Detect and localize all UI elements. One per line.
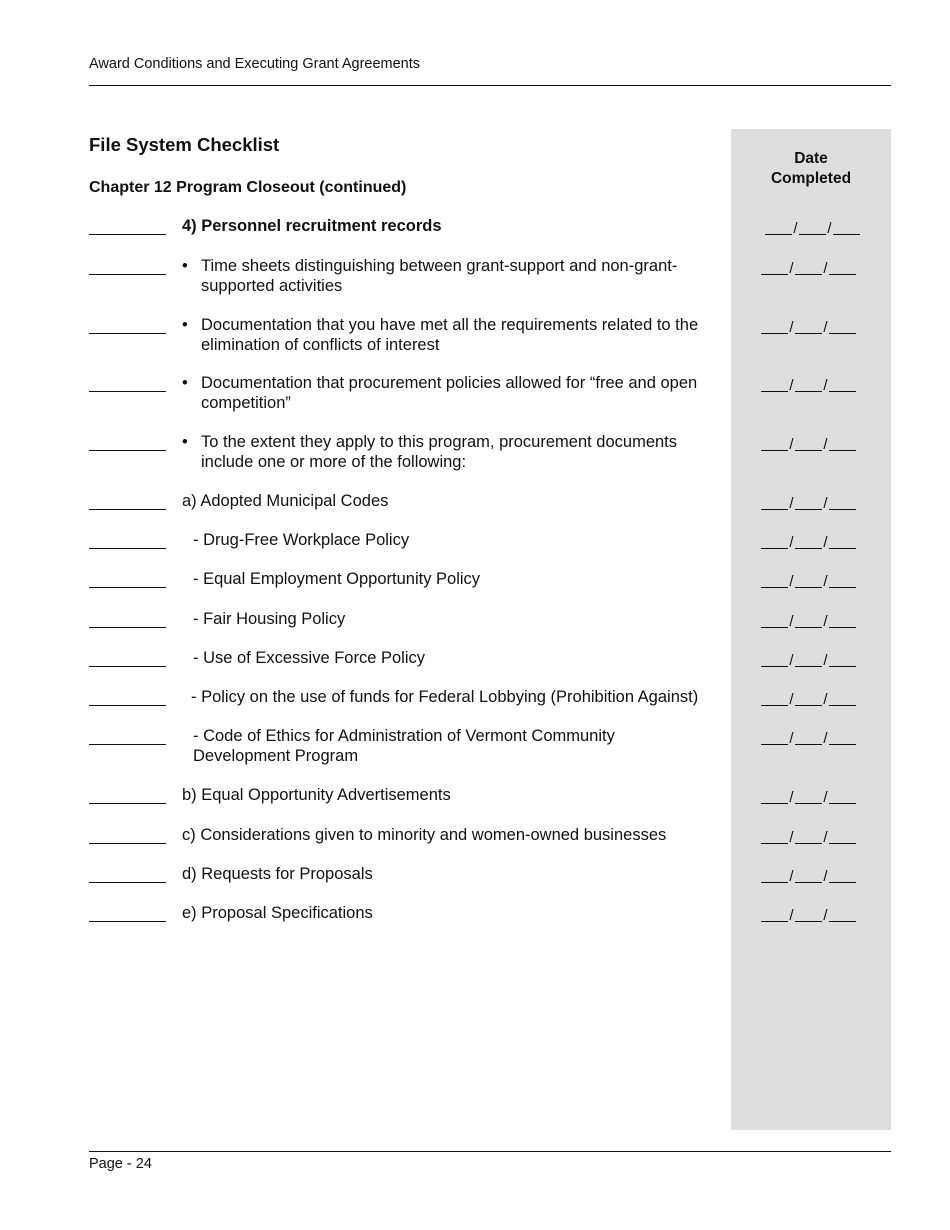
checklist-item-text: To the extent they apply to this program, procurement documents include one or more of the following: bbox=[201, 433, 678, 471]
bullet: • bbox=[182, 374, 188, 392]
check-blank[interactable] bbox=[89, 391, 166, 392]
check-blank[interactable] bbox=[89, 587, 166, 588]
bullet: • bbox=[182, 316, 188, 334]
check-blank[interactable] bbox=[89, 705, 166, 706]
bullet: • bbox=[182, 433, 188, 451]
check-blank[interactable] bbox=[89, 234, 166, 235]
footer-rule bbox=[89, 1151, 891, 1152]
check-blank[interactable] bbox=[89, 882, 166, 883]
check-blank[interactable] bbox=[89, 274, 166, 275]
checklist-item-text: - Use of Excessive Force Policy bbox=[193, 649, 425, 667]
checklist-item-text: - Policy on the use of funds for Federal Lobbying (Prohibition Against) bbox=[191, 688, 699, 706]
check-blank[interactable] bbox=[89, 744, 166, 745]
check-blank[interactable] bbox=[89, 803, 166, 804]
checklist-item-text: c) Considerations given to minority and women-owned businesses bbox=[182, 826, 667, 844]
date-completed-heading bbox=[731, 149, 891, 188]
checklist-item-text: a) Adopted Municipal Codes bbox=[182, 492, 389, 510]
checklist-item-text: 4) Personnel recruitment records bbox=[182, 217, 442, 235]
checklist-item-text: - Fair Housing Policy bbox=[193, 610, 346, 628]
bullet: • bbox=[182, 257, 188, 275]
checklist-item-text: - Drug-Free Workplace Policy bbox=[193, 531, 410, 549]
check-blank[interactable] bbox=[89, 450, 166, 451]
checklist-item-text: Documentation that procurement policies allowed for “free and open competition” bbox=[201, 374, 698, 412]
checklist-item-text: e) Proposal Specifications bbox=[182, 904, 373, 922]
date-heading-line2: Completed bbox=[770, 169, 852, 187]
check-blank[interactable] bbox=[89, 509, 166, 510]
date-completed-column bbox=[731, 129, 891, 1130]
header-rule bbox=[89, 85, 891, 86]
chapter-title: Chapter 12 Program Closeout (continued) bbox=[89, 179, 407, 196]
document-title: File System Checklist bbox=[89, 134, 280, 155]
checklist-item-text: Documentation that you have met all the requirements related to the elimination of conflicts of interest bbox=[201, 316, 699, 354]
checklist-item-text: - Equal Employment Opportunity Policy bbox=[193, 570, 481, 588]
check-blank[interactable] bbox=[89, 548, 166, 549]
check-blank[interactable] bbox=[89, 921, 166, 922]
check-blank[interactable] bbox=[89, 333, 166, 334]
checklist-item-text: b) Equal Opportunity Advertisements bbox=[182, 786, 451, 804]
date-heading-line1: Date bbox=[794, 150, 828, 167]
checklist-item-text: d) Requests for Proposals bbox=[182, 865, 373, 883]
check-blank[interactable] bbox=[89, 843, 166, 844]
check-blank[interactable] bbox=[89, 627, 166, 628]
page-number: Page - 24 bbox=[89, 1156, 152, 1172]
running-header: Award Conditions and Executing Grant Agreements bbox=[89, 56, 421, 72]
checklist-item-text: Time sheets distinguishing between grant-support and non-grant-supported activities bbox=[201, 257, 678, 295]
checklist-item-text: - Code of Ethics for Administration of Vermont Community Development Program bbox=[193, 727, 615, 765]
check-blank[interactable] bbox=[89, 666, 166, 667]
